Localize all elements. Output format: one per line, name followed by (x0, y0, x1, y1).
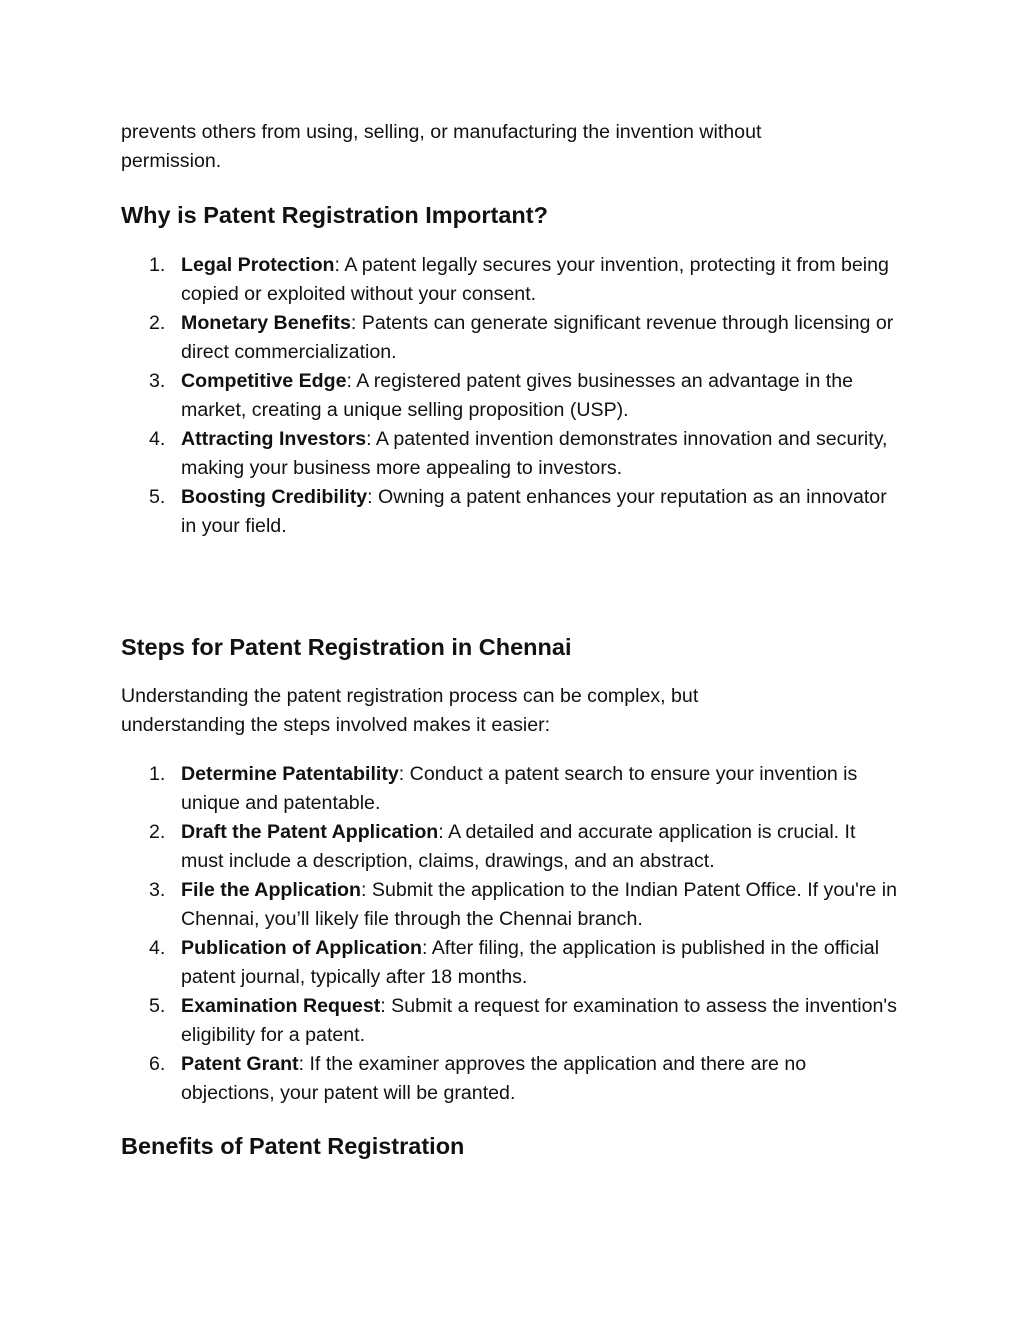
list-term: Publication of Application (181, 937, 422, 959)
list-number: 1. (149, 254, 166, 276)
list-text: : Patents can generate significant revenue through licensing or direct commercialization. (181, 312, 894, 363)
list-number: 2. (149, 821, 166, 843)
importance-list (121, 251, 901, 541)
list-number: 1. (149, 763, 166, 785)
list-term: Competitive Edge (181, 370, 347, 392)
document-page (121, 118, 901, 1162)
list-text: : A registered patent gives businesses an advantage in the market, creating a unique selling proposition (USP). (181, 370, 854, 421)
list-text: : A patented invention demonstrates innovation and security, making your business more appealing to investors. (181, 428, 888, 479)
steps-list (121, 760, 901, 1108)
section-heading-importance: Why is Patent Registration Important? (121, 202, 548, 228)
list-term: Legal Protection (181, 254, 335, 276)
list-text: : Submit the application to the Indian Patent Office. If you're in Chennai, you’ll likely file through the Chennai branch. (181, 879, 897, 930)
list-number: 5. (149, 995, 166, 1017)
list-item (121, 934, 901, 992)
list-item (121, 309, 901, 367)
list-text: : Conduct a patent search to ensure your invention is unique and patentable. (181, 763, 858, 814)
list-item (121, 818, 901, 876)
list-term: File the Application (181, 879, 361, 901)
list-number: 3. (149, 370, 166, 392)
list-item (121, 483, 901, 541)
list-item (121, 1050, 901, 1108)
list-term: Determine Patentability (181, 763, 399, 785)
list-term: Examination Request (181, 995, 381, 1017)
list-term: Attracting Investors (181, 428, 367, 450)
list-text: : Submit a request for examination to assess the invention's eligibility for a patent. (181, 995, 897, 1046)
list-text: : A patent legally secures your invention, protecting it from being copied or exploited without your consent. (181, 254, 889, 305)
list-number: 4. (149, 937, 166, 959)
list-number: 4. (149, 428, 166, 450)
list-number: 2. (149, 312, 166, 334)
list-text: : Owning a patent enhances your reputation as an innovator in your field. (181, 486, 887, 537)
list-number: 5. (149, 486, 166, 508)
section-heading-steps: Steps for Patent Registration in Chennai (121, 634, 572, 660)
list-text: : A detailed and accurate application is crucial. It must include a description, claims, drawings, and an abstract. (181, 821, 856, 872)
list-number: 6. (149, 1053, 166, 1075)
list-text: : If the examiner approves the application and there are no objections, your patent will be granted. (181, 1053, 807, 1104)
list-term: Monetary Benefits (181, 312, 351, 334)
list-item (121, 425, 901, 483)
list-text: : After filing, the application is published in the official patent journal, typically after 18 months. (181, 937, 880, 988)
list-item (121, 251, 901, 309)
list-term: Draft the Patent Application (181, 821, 439, 843)
list-item (121, 992, 901, 1050)
steps-intro-paragraph: Understanding the patent registration process can be complex, but understanding the steps involved makes it easier: (121, 685, 699, 736)
list-term: Patent Grant (181, 1053, 299, 1075)
list-item (121, 876, 901, 934)
intro-paragraph: prevents others from using, selling, or manufacturing the invention without permission. (121, 121, 762, 172)
list-item (121, 760, 901, 818)
list-number: 3. (149, 879, 166, 901)
list-term: Boosting Credibility (181, 486, 368, 508)
section-heading-benefits: Benefits of Patent Registration (121, 1133, 465, 1159)
list-item (121, 367, 901, 425)
